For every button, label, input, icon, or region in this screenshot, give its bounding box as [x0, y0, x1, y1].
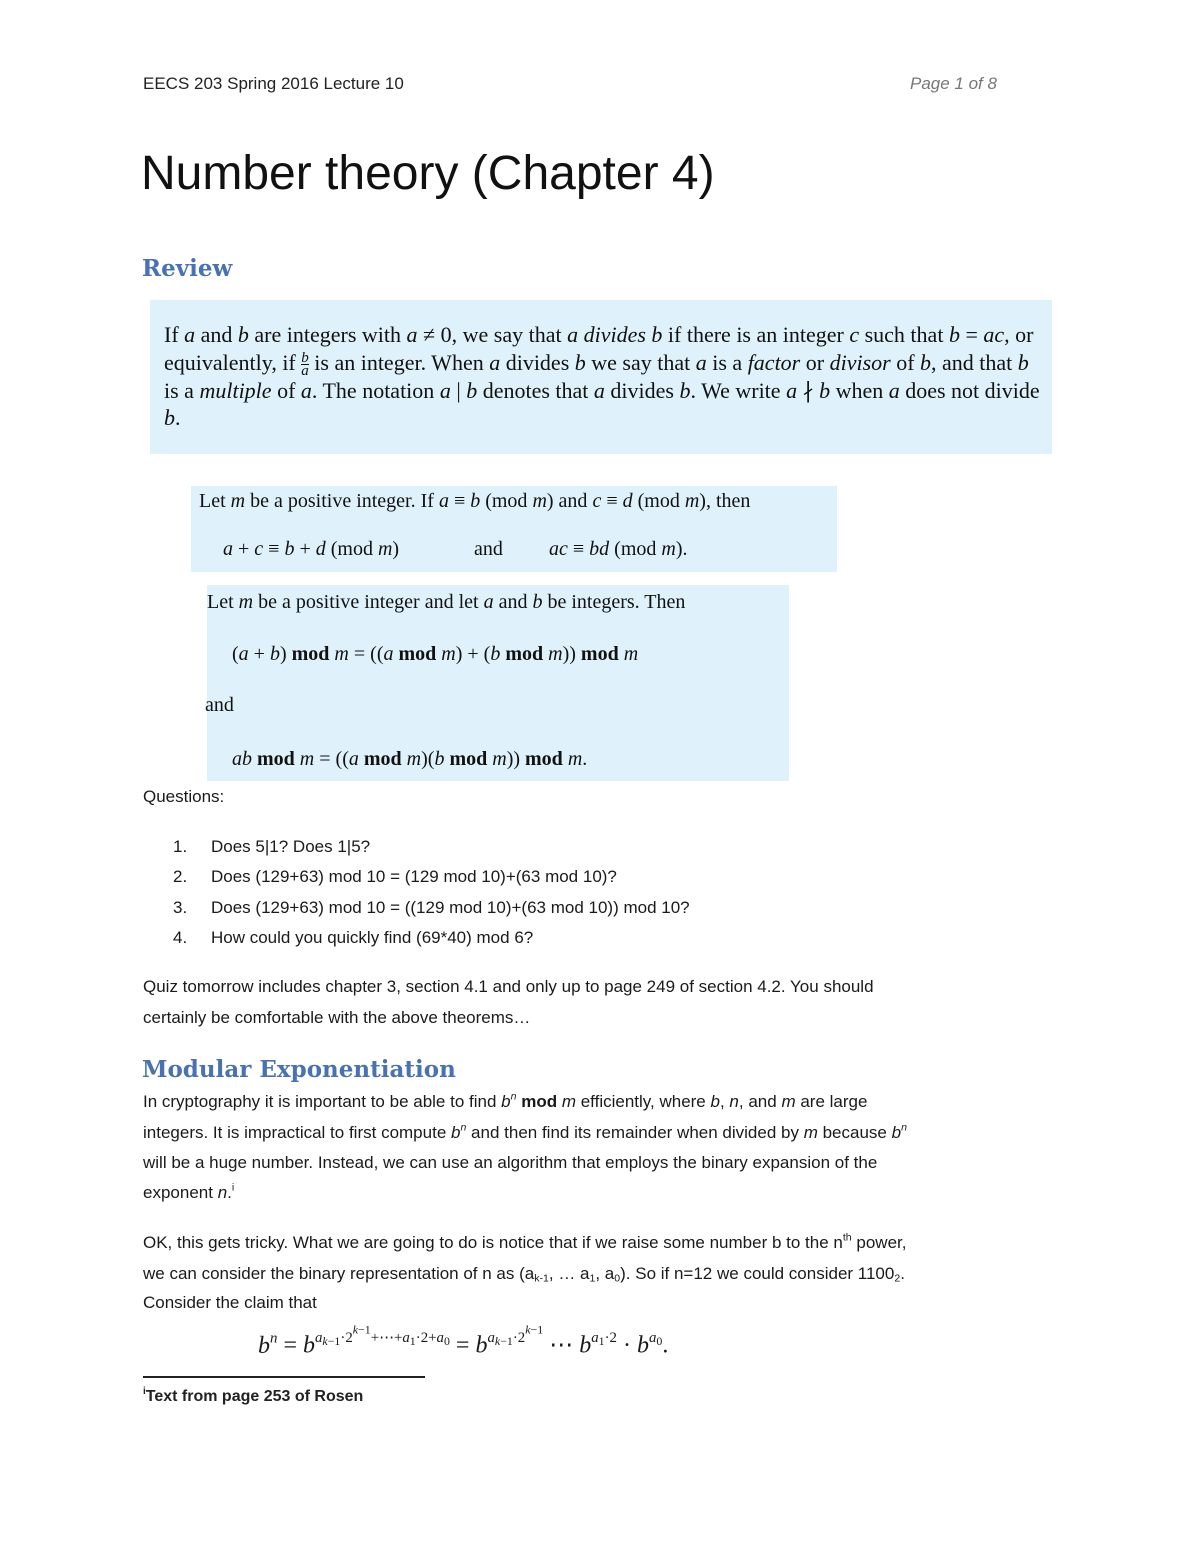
- congruence-and-word: and: [474, 538, 503, 560]
- binary-exponent-formula: $b^n = b^{a_{k-1}\cdot 2^{k-1}+\cdots+a_1\cdot 2+a_0} = b^{a_{k-1}\cdot 2^{k-1}}$ ⋯ $b^{a_1\cdot 2} \cdot b^{a_0}$.: [258, 1323, 669, 1359]
- footnote-separator: [143, 1376, 425, 1378]
- modexp-paragraph-line-3: will be a huge number. Instead, we can use an algorithm that employs the binary expansion of the: [143, 1153, 878, 1172]
- mod-arithmetic-box: [207, 585, 789, 781]
- congruence-sum-formula: a + c ≡ b + d (mod m): [223, 538, 400, 560]
- para2-line-3: Consider the claim that: [143, 1293, 317, 1312]
- page-number: Page 1 of 8: [910, 74, 997, 93]
- list-item: 1. Does 5|1? Does 1|5?: [173, 837, 371, 856]
- congruence-product-formula: ac ≡ bd (mod m).: [549, 538, 688, 560]
- footnote-reference: i: [231, 1181, 235, 1194]
- list-item: 4. How could you quickly find (69*40) mod 6?: [173, 928, 534, 947]
- quiz-note-line-2: certainly be comfortable with the above theorems…: [143, 1008, 531, 1027]
- divides-definition-text: If a and b are integers with a ≠ 0, we say that a divides b if there is an integer c such that b = ac, or equivalently, if $\frac{b}{a}$ is an integer. When a divides b we say that a is a factor or divisor of b, and that b is a multiple of a. The notation a | b denotes that a divides b. We write a ∤ b when a does not divide b.: [164, 322, 1040, 431]
- mod-product-formula: ab mod m = ((a mod m)(b mod m)) mod m.: [232, 748, 588, 770]
- congruence-theorem-box: [191, 486, 837, 572]
- mod-arithmetic-statement: Let m be a positive integer and let a and b be integers. Then: [207, 591, 686, 613]
- list-item: 2. Does (129+63) mod 10 = (129 mod 10)+(63 mod 10)?: [173, 867, 617, 886]
- modular-exponentiation-heading: Modular Exponentiation: [142, 1056, 456, 1083]
- questions-label: Questions:: [143, 787, 225, 806]
- mod-and-word: and: [205, 694, 234, 716]
- modexp-paragraph-line-1: In cryptography it is important to be able to find $b^n$ mod m efficiently, where b, n, and m are large: [143, 1090, 868, 1111]
- review-heading: Review: [142, 255, 233, 282]
- list-item: 3. Does (129+63) mod 10 = ((129 mod 10)+(63 mod 10)) mod 10?: [173, 898, 690, 917]
- congruence-theorem-statement: Let m be a positive integer. If a ≡ b (mod m) and c ≡ d (mod m), then: [199, 490, 751, 512]
- divides-definition-box: [150, 300, 1052, 454]
- modexp-paragraph-line-2: integers. It is impractical to first compute $b^n$ and then find its remainder when divided by m because $b^n$: [143, 1121, 907, 1142]
- footnote: $^i$Text from page 253 of Rosen: [143, 1386, 364, 1405]
- mod-sum-formula: (a + b) mod m = ((a mod m) + (b mod m)) mod m: [232, 643, 639, 665]
- page-title: Number theory (Chapter 4): [141, 147, 715, 200]
- para2-line-1: OK, this gets tricky. What we are going to do is notice that if we raise some number b to the $n^{th}$ power,: [143, 1231, 907, 1252]
- running-header: EECS 203 Spring 2016 Lecture 10: [143, 74, 404, 93]
- modexp-paragraph-line-4: exponent n.$^i$: [143, 1181, 235, 1202]
- quiz-note-line-1: Quiz tomorrow includes chapter 3, section 4.1 and only up to page 249 of section 4.2. You should: [143, 977, 874, 996]
- para2-line-2: we can consider the binary representation of n as ($a_{k-1}$, … $a_1$, $a_0$). So if n=12 we could consider $1100_2$.: [143, 1264, 905, 1285]
